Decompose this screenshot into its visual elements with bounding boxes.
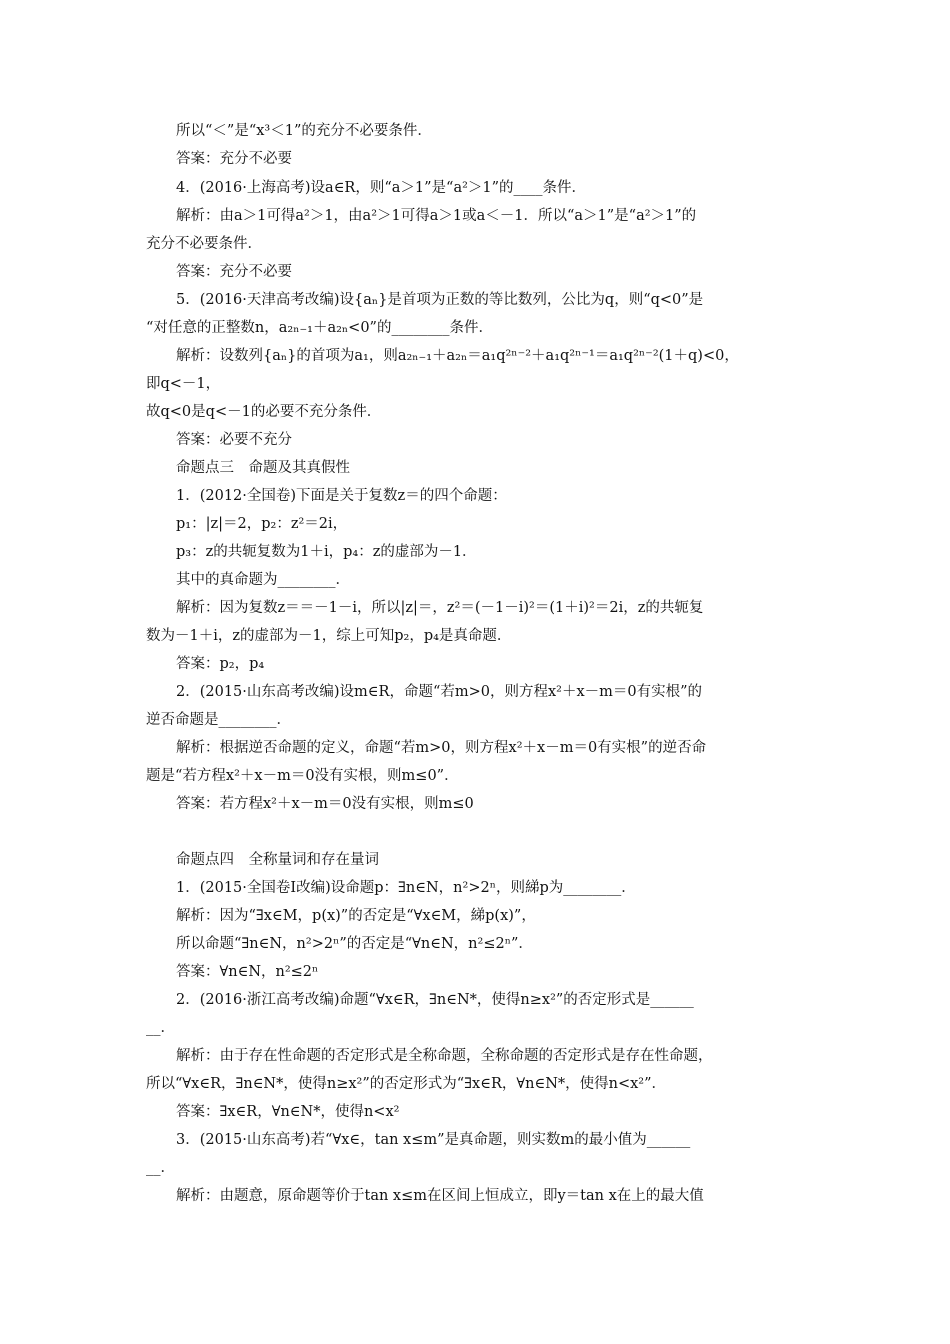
answer-line: 答案：充分不必要 xyxy=(176,151,292,167)
solution-line: 解析：由a＞1可得a²＞1，由a²＞1可得a＞1或a＜－1．所以“a＞1”是“a²＞1”的 xyxy=(176,208,697,224)
answer-line: 答案：充分不必要 xyxy=(176,264,292,280)
text-line: “对任意的正整数n，a₂ₙ₋₁＋a₂ₙ<0”的________条件． xyxy=(146,320,493,336)
text-line: 逆否命题是________． xyxy=(146,712,291,728)
text-line: 所以命题“∃n∈N，n²>2ⁿ”的否定是“∀n∈N，n²≤2ⁿ”． xyxy=(176,936,533,952)
text-line: 所以“∀x∈R，∃n∈N*，使得n≥x²”的否定形式为“∃x∈R，∀n∈N*，使得n<x²”． xyxy=(146,1076,667,1092)
text-line: p₃：z的共轭复数为1＋i，p₄：z的虚部为－1． xyxy=(176,544,477,560)
question-line: 2．(2016·浙江高考改编)命题“∀x∈R，∃n∈N*，使得n≥x²”的否定形式是______ xyxy=(176,992,694,1008)
text-line: 即q<－1， xyxy=(146,376,221,392)
text-line: 故q<0是q<－1的必要不充分条件． xyxy=(146,404,382,420)
text-line: __． xyxy=(146,1160,175,1176)
question-line: 1．(2012·全国卷)下面是关于复数z＝的四个命题： xyxy=(176,488,507,504)
section-heading: 命题点三 命题及其真假性 xyxy=(176,460,350,476)
solution-line: 解析：设数列{aₙ}的首项为a₁，则a₂ₙ₋₁＋a₂ₙ＝a₁q²ⁿ⁻²＋a₁q²ⁿ⁻¹＝a₁q²ⁿ⁻²(1＋q)<0， xyxy=(176,348,739,364)
question-line: 5．(2016·天津高考改编)设{aₙ}是首项为正数的等比数列，公比为q，则“q<0”是 xyxy=(176,292,704,308)
question-line: 2．(2015·山东高考改编)设m∈R，命题“若m>0，则方程x²＋x－m＝0有实根”的 xyxy=(176,684,703,700)
answer-line: 答案：p₂，p₄ xyxy=(176,656,265,672)
text-line: 充分不必要条件． xyxy=(146,236,262,252)
solution-line: 解析：由于存在性命题的否定形式是全称命题，全称命题的否定形式是存在性命题， xyxy=(176,1048,713,1064)
answer-line: 答案：若方程x²＋x－m＝0没有实根，则m≤0 xyxy=(176,796,474,812)
text-line: p₁：|z|＝2，p₂：z²＝2i， xyxy=(176,516,348,532)
text-line: __． xyxy=(146,1020,175,1036)
text-line: 所以“＜”是“x³＜1”的充分不必要条件． xyxy=(176,123,432,139)
answer-line: 答案：∃x∈R，∀n∈N*，使得n<x² xyxy=(176,1104,400,1120)
text-line: 其中的真命题为________． xyxy=(176,572,350,588)
question-line: 3．(2015·山东高考)若“∀x∈，tan x≤m”是真命题，则实数m的最小值为______ xyxy=(176,1132,691,1148)
solution-line: 解析：因为“∃x∈M，p(x)”的否定是“∀x∈M，綈p(x)”， xyxy=(176,908,536,924)
answer-line: 答案：∀n∈N，n²≤2ⁿ xyxy=(176,964,319,980)
answer-line: 答案：必要不充分 xyxy=(176,432,292,448)
text-line: 数为－1＋i，z的虚部为－1，综上可知p₂，p₄是真命题． xyxy=(146,628,512,644)
question-line: 1．(2015·全国卷Ⅰ改编)设命题p：∃n∈N，n²>2ⁿ，则綈p为________． xyxy=(176,880,636,896)
solution-line: 解析：根据逆否命题的定义，命题“若m>0，则方程x²＋x－m＝0有实根”的逆否命 xyxy=(176,740,707,756)
question-line: 4．(2016·上海高考)设a∈R，则“a＞1”是“a²＞1”的____条件． xyxy=(176,180,587,196)
section-heading: 命题点四 全称量词和存在量词 xyxy=(176,852,379,868)
text-line: 题是“若方程x²＋x－m＝0没有实根，则m≤0”． xyxy=(146,768,459,784)
solution-line: 解析：由题意，原命题等价于tan x≤m在区间上恒成立，即y＝tan x在上的最大值 xyxy=(176,1188,704,1204)
solution-line: 解析：因为复数z＝＝－1－i，所以|z|＝，z²＝(－1－i)²＝(1＋i)²＝2i，z的共轭复 xyxy=(176,600,704,616)
